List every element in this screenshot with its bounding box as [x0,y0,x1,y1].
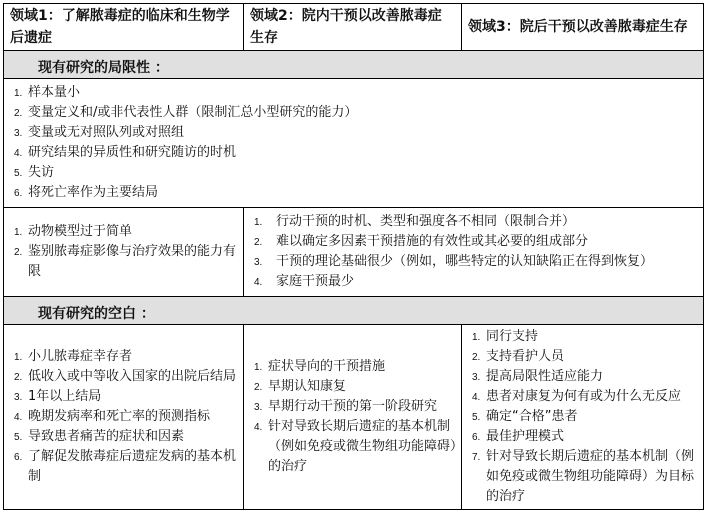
item-number: 2. [472,352,481,363]
gaps-domain2-list [254,357,457,477]
header-domain1: 领域1：了解脓毒症的临床和生物学后遗症 [4,4,244,51]
gaps-title: 现有研究的空白 ： [4,297,704,325]
item-number: 3. [254,402,263,413]
item-number: 6. [14,188,23,199]
header-row [4,4,704,51]
list-item [14,427,239,447]
item-number: 1. [254,217,263,228]
item-number: 2. [14,247,23,258]
item-text: 动物模型过于简单 [28,224,133,239]
item-text: 行动干预的时机、类型和强度各不相同（限制合并） [276,214,576,229]
item-number: 1. [14,227,23,238]
item-text: 提高局限性适应能力 [486,369,604,384]
list-item [14,407,239,427]
item-number: 4. [254,277,263,288]
limitations-domain23-cell [244,208,704,297]
item-text: 干预的理论基础很少（例如，哪些特定的认知缺陷正在得到恢复） [276,254,654,269]
item-text: 变量定义和/或非代表性人群（限制汇总小型研究的能力） [28,105,358,120]
item-text: 最佳护理模式 [486,429,565,444]
item-number: 3. [14,392,23,403]
item-number: 5. [14,432,23,443]
limitations-section-row [4,51,704,79]
list-item [14,222,239,242]
item-text: 导致患者痛苦的症状和因素 [28,429,185,444]
limitations-general-list [14,83,695,203]
item-text: 了解促发脓毒症后遗症发病的基本机制 [28,449,237,484]
item-number: 1. [472,332,481,343]
list-item [472,347,699,367]
item-number: 1. [14,88,23,99]
item-text: 早期认知康复 [268,379,347,394]
item-text: 晚期发病率和死亡率的预测指标 [28,409,211,424]
item-text: 针对导致长期后遗症的基本机制（例如免疫或微生物组功能障碍）为目标的治疗 [486,449,695,504]
list-item [472,327,699,347]
list-item [472,447,699,507]
item-number: 6. [472,432,481,443]
list-item [14,387,239,407]
list-item [14,163,695,183]
item-number: 3. [254,257,263,268]
item-text: 变量或无对照队列或对照组 [28,125,185,140]
list-item [472,367,699,387]
item-text: 研究结果的异质性和研究随访的时机 [28,145,237,160]
item-number: 6. [14,452,23,463]
list-item [14,83,695,103]
item-number: 5. [14,168,23,179]
research-table [3,3,704,510]
limitations-general-cell [4,79,704,208]
gaps-domain1-cell [4,325,244,510]
list-item [472,427,699,447]
item-number: 5. [472,412,481,423]
list-item [14,447,239,487]
item-number: 2. [14,372,23,383]
list-item [14,347,239,367]
list-item [254,417,457,477]
item-text: 将死亡率作为主要结局 [28,185,159,200]
header-domain3: 领域3：院后干预以改善脓毒症生存 [462,4,704,51]
item-text: 小儿脓毒症幸存者 [28,349,133,364]
item-text: 针对导致长期后遗症的基本机制（例如免疫或微生物组功能障碍）的治疗 [268,419,457,474]
item-text: 失访 [28,165,55,180]
item-number: 4. [14,148,23,159]
item-text: 样本量小 [28,85,81,100]
limitations-general-row [4,79,704,208]
item-text: 确定“合格”患者 [486,409,578,424]
item-text: 1年以上结局 [28,389,102,404]
list-item [14,143,695,163]
limitations-domain23-list [254,212,699,292]
gaps-domain3-cell [462,325,704,510]
item-text: 低收入或中等收入国家的出院后结局 [28,369,237,384]
list-item [254,252,699,272]
limitations-title: 现有研究的局限性 ： [4,51,704,79]
item-number: 3. [14,128,23,139]
gaps-domain3-list [472,327,699,507]
list-item [254,397,457,417]
item-number: 1. [254,362,263,373]
list-item [14,183,695,203]
list-item [14,367,239,387]
limitations-domain1-list [14,222,239,282]
item-number: 2. [14,108,23,119]
item-number: 3. [472,372,481,383]
limitations-domain1-cell [4,208,244,297]
item-text: 症状导向的干预措施 [268,359,386,374]
limitations-domain-row [4,208,704,297]
header-domain2: 领域2：院内干预以改善脓毒症生存 [244,4,462,51]
item-number: 1. [14,352,23,363]
list-item [472,387,699,407]
list-item [472,407,699,427]
list-item [254,272,699,292]
list-item [254,232,699,252]
item-text: 家庭干预最少 [276,274,355,289]
item-number: 2. [254,382,263,393]
list-item [14,103,695,123]
item-text: 难以确定多因素干预措施的有效性或其必要的组成部分 [276,234,589,249]
list-item [254,212,699,232]
list-item [14,123,695,143]
item-text: 患者对康复为何有或为什么无反应 [486,389,682,404]
gaps-section-row [4,297,704,325]
item-text: 支持看护人员 [486,349,565,364]
item-number: 4. [254,422,263,433]
item-number: 4. [472,392,481,403]
list-item [14,242,239,282]
item-number: 2. [254,237,263,248]
item-text: 早期行动干预的第一阶段研究 [268,399,438,414]
item-number: 7. [472,452,481,463]
gaps-domain2-cell [244,325,462,510]
list-item [254,357,457,377]
item-number: 4. [14,412,23,423]
gaps-domain-row [4,325,704,510]
gaps-domain1-list [14,347,239,487]
item-text: 鉴别脓毒症影像与治疗效果的能力有限 [28,244,237,279]
list-item [254,377,457,397]
item-text: 同行支持 [486,329,539,344]
